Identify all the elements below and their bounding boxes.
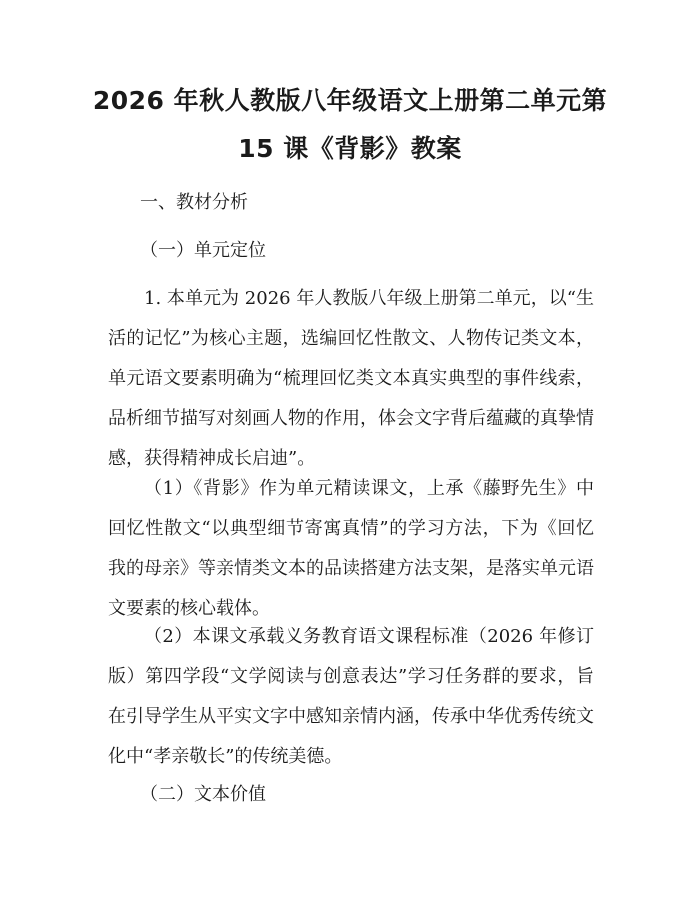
document-title-line-1: 2026 年秋人教版八年级语文上册第二单元第 — [92, 86, 608, 115]
paragraph-curriculum-standard: （2）本课文承载义务教育语文课程标准（2026 年修订版）第四学段“文学阅读与创意表达”学习任务群的要求，旨在引导学生从平实文字中感知亲情内涵，传承中华优秀传统文化中“孝亲敬长”的传统美德。 — [108, 626, 594, 767]
subsection-heading-text-value: （二）文本价值 — [140, 784, 266, 805]
subsection-heading-unit-position: （一）单元定位 — [140, 240, 266, 261]
document-title-line-2: 15 课《背影》教案 — [238, 134, 462, 163]
section-heading-textbook-analysis: 一、教材分析 — [140, 192, 248, 213]
paragraph-beiying-role: （1）《背影》作为单元精读课文，上承《藤野先生》中回忆性散文“以典型细节寄寓真情”的学习方法，下为《回忆我的母亲》等亲情类文本的品读搭建方法支架，是落实单元语文要素的核心载体。 — [108, 478, 594, 619]
paragraph-unit-overview: 1. 本单元为 2026 年人教版八年级上册第二单元，以“生活的记忆”为核心主题，选编回忆性散文、人物传记类文本，单元语文要素明确为“梳理回忆类文本真实典型的事件线索，品析细节描写对刻画人物的作用，体会文字背后蕴藏的真挚情感，获得精神成长启迪”。 — [108, 288, 594, 469]
